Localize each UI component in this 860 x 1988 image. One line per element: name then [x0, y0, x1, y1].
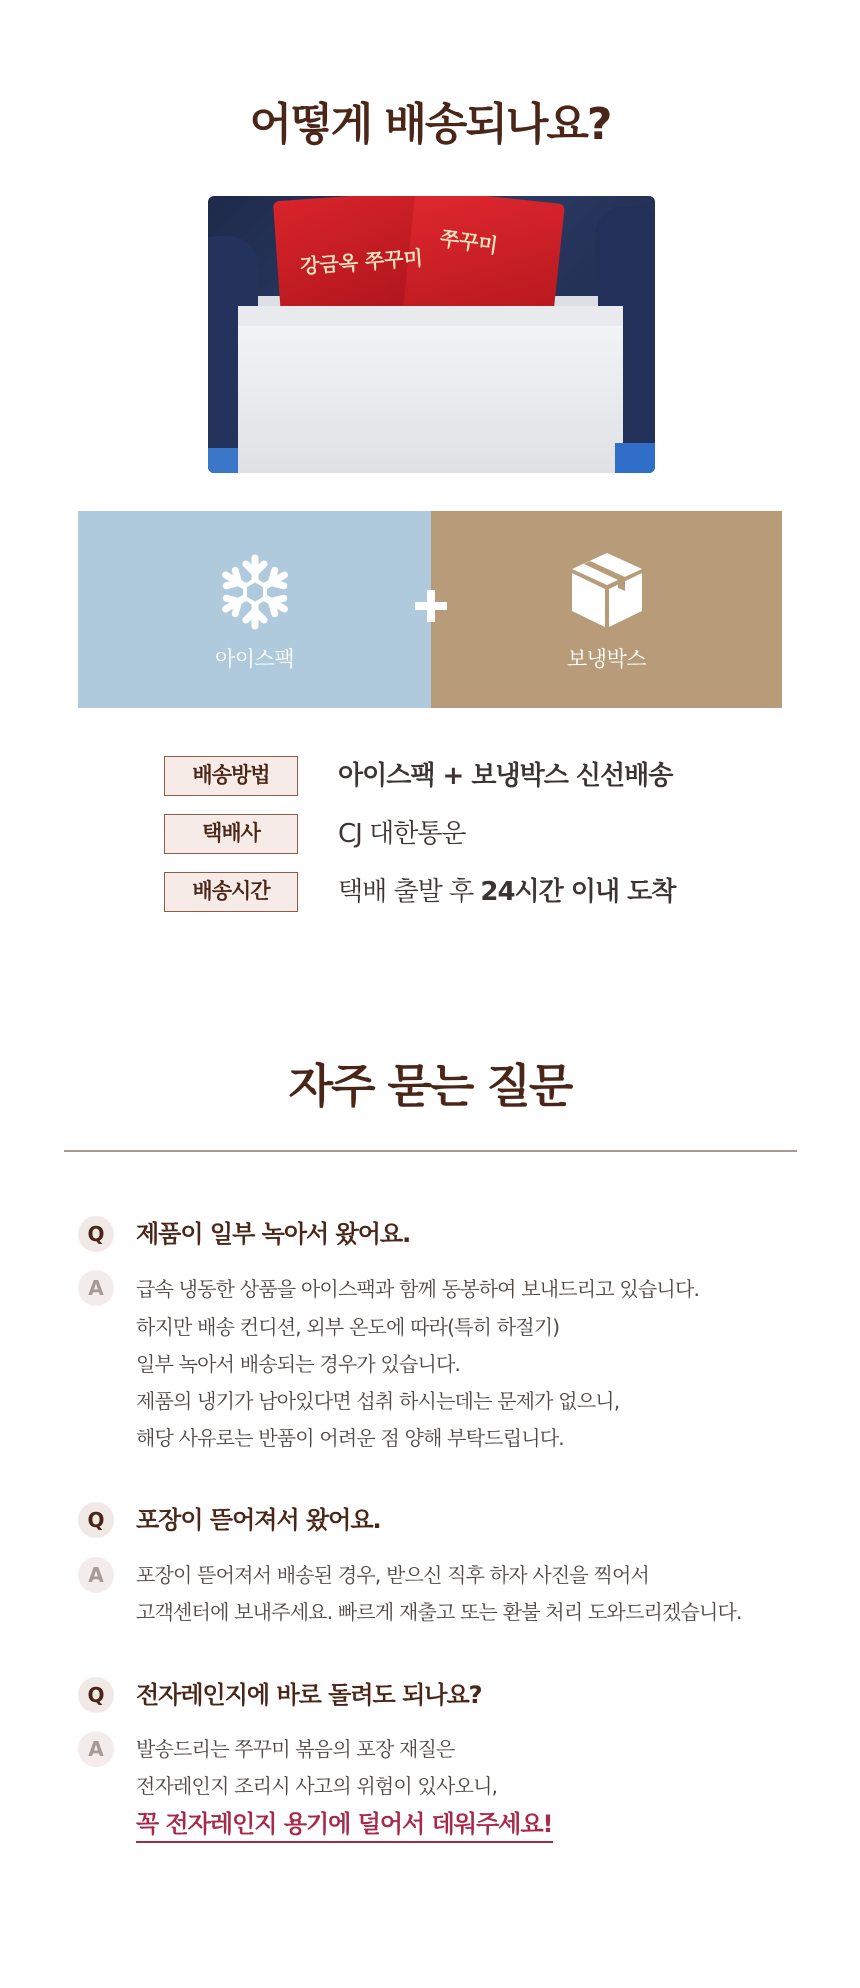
courier-tag: 택배사 — [164, 814, 298, 854]
faq-answer-3-line: 전자레인지 조리시 사고의 위험이 있사오니, — [136, 1774, 498, 1798]
cold-box-label: 보냉박스 — [566, 647, 647, 671]
package-box-icon — [570, 551, 644, 629]
shipping-method-tag: 배송방법 — [164, 756, 298, 796]
faq-question-3: 전자레인지에 바로 돌려도 되나요? — [136, 1681, 482, 1709]
a-badge: A — [78, 1270, 114, 1306]
faq-answer-1-line: 해당 사유로는 반품이 어려운 점 양해 부탁드립니다. — [136, 1426, 564, 1450]
divider — [64, 1150, 797, 1152]
bag-label: 쭈꾸미 — [438, 226, 500, 258]
faq-answer-1-line: 제품의 냉기가 남아있다면 섭취 하시는데는 문제가 없으니, — [136, 1389, 620, 1413]
faq-answer-2-line: 고객센터에 보내주세요. 빠르게 재출고 또는 환불 처리 도와드리겠습니다. — [136, 1600, 742, 1624]
shipping-title: 어떻게 배송되나요? — [249, 99, 611, 150]
plus-icon — [413, 588, 449, 624]
microwave-warning-highlight: 꼭 전자레인지 용기에 덜어서 데워주세요! — [136, 1808, 553, 1843]
delivery-time-value — [338, 872, 675, 912]
faq-answer-1-line: 급속 냉동한 상품을 아이스팩과 함께 동봉하여 보내드리고 있습니다. — [136, 1277, 700, 1301]
ice-pack-panel — [78, 511, 431, 708]
faq-answer-1-line: 일부 녹아서 배송되는 경우가 있습니다. — [136, 1352, 461, 1376]
faq-question-2: 포장이 뜯어져서 왔어요. — [136, 1506, 381, 1534]
faq-answer-2-line: 포장이 뜯어져서 배송된 경우, 받으신 직후 하자 사진을 찍어서 — [136, 1563, 650, 1587]
delivery-time-tag: 배송시간 — [164, 872, 298, 912]
shipping-method-value: 아이스팩 + 보냉박스 신선배송 — [338, 761, 673, 791]
q-badge: Q — [78, 1677, 114, 1713]
product-photo — [208, 196, 655, 473]
delivery-time-prefix: 택배 출발 후 — [338, 877, 481, 907]
courier-value: CJ 대한통운 — [338, 819, 466, 849]
faq-question-1: 제품이 일부 녹아서 왔어요. — [136, 1220, 411, 1248]
a-badge: A — [78, 1557, 114, 1593]
faq-answer-3-line: 발송드리는 쭈꾸미 볶음의 포장 재질은 — [136, 1737, 455, 1761]
snowflake-icon — [214, 551, 296, 633]
a-badge: A — [78, 1731, 114, 1767]
faq-answer-1-line: 하지만 배송 컨디션, 외부 온도에 따라(특히 하절기) — [136, 1315, 560, 1339]
q-badge: Q — [78, 1216, 114, 1252]
cold-box-panel — [431, 511, 782, 708]
ice-pack-label: 아이스팩 — [214, 647, 295, 671]
faq-title: 자주 묻는 질문 — [288, 1059, 572, 1113]
bag-label: 강금옥 쭈꾸미 — [299, 245, 424, 279]
delivery-time-bold: 24시간 이내 도착 — [480, 877, 676, 907]
q-badge: Q — [78, 1502, 114, 1538]
